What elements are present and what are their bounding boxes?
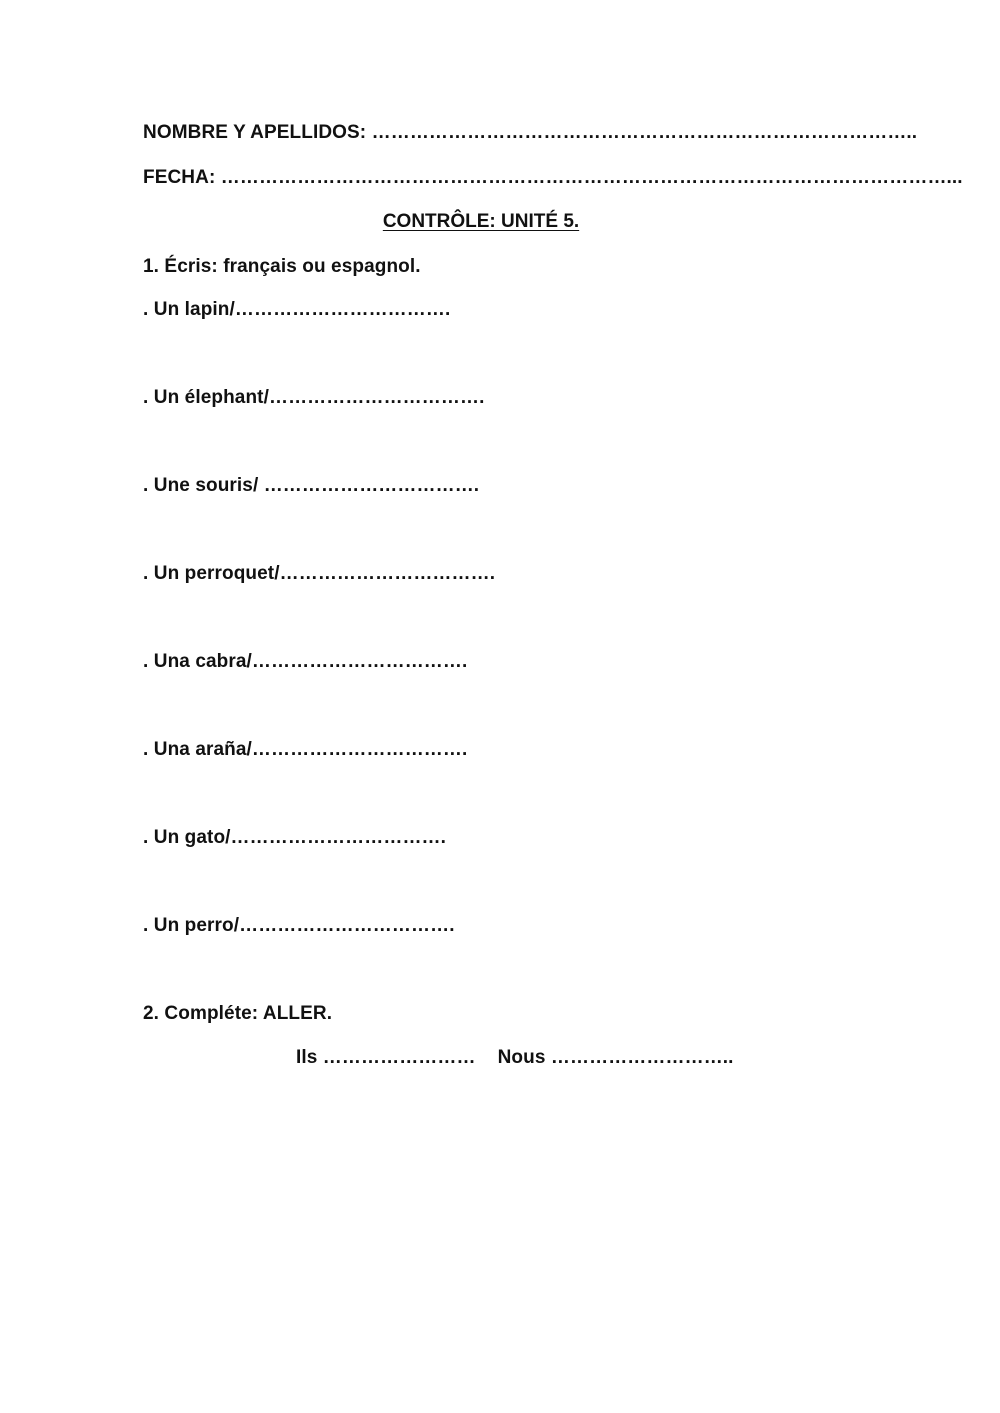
exercise2-nous: Nous ……………………….. [497, 1047, 734, 1068]
exercise1-item: . Un gato/……………………………. [143, 827, 447, 848]
exercise2-instruction: 2. Compléte: ALLER. [143, 1003, 333, 1024]
name-field-line: NOMBRE Y APELLIDOS: ………………………………………………………………………….. [143, 122, 918, 143]
page-title-text: CONTRÔLE: UNITÉ 5. [382, 211, 580, 232]
exercise1-item: . Un perro/……………………………. [143, 915, 455, 936]
exercise1-item: . Un élephant/……………………………. [143, 387, 485, 408]
page-title [0, 210, 962, 234]
exercise1-instruction: 1. Écris: français ou espagnol. [143, 256, 421, 277]
exercise1-item: . Una cabra/……………………………. [143, 651, 468, 672]
exercise1-item: . Un lapin/……………………………. [143, 299, 451, 320]
exercise2-answers [296, 1046, 734, 1070]
exercise2-ils: Ils …………………… [296, 1047, 476, 1068]
exercise1-item: . Una araña/……………………………. [143, 739, 468, 760]
exercise1-item: . Une souris/ ……………………………. [143, 475, 480, 496]
exercise1-item: . Un perroquet/……………………………. [143, 563, 496, 584]
date-field-line: FECHA: ……………………………………………………………………………………………………... [143, 167, 963, 188]
